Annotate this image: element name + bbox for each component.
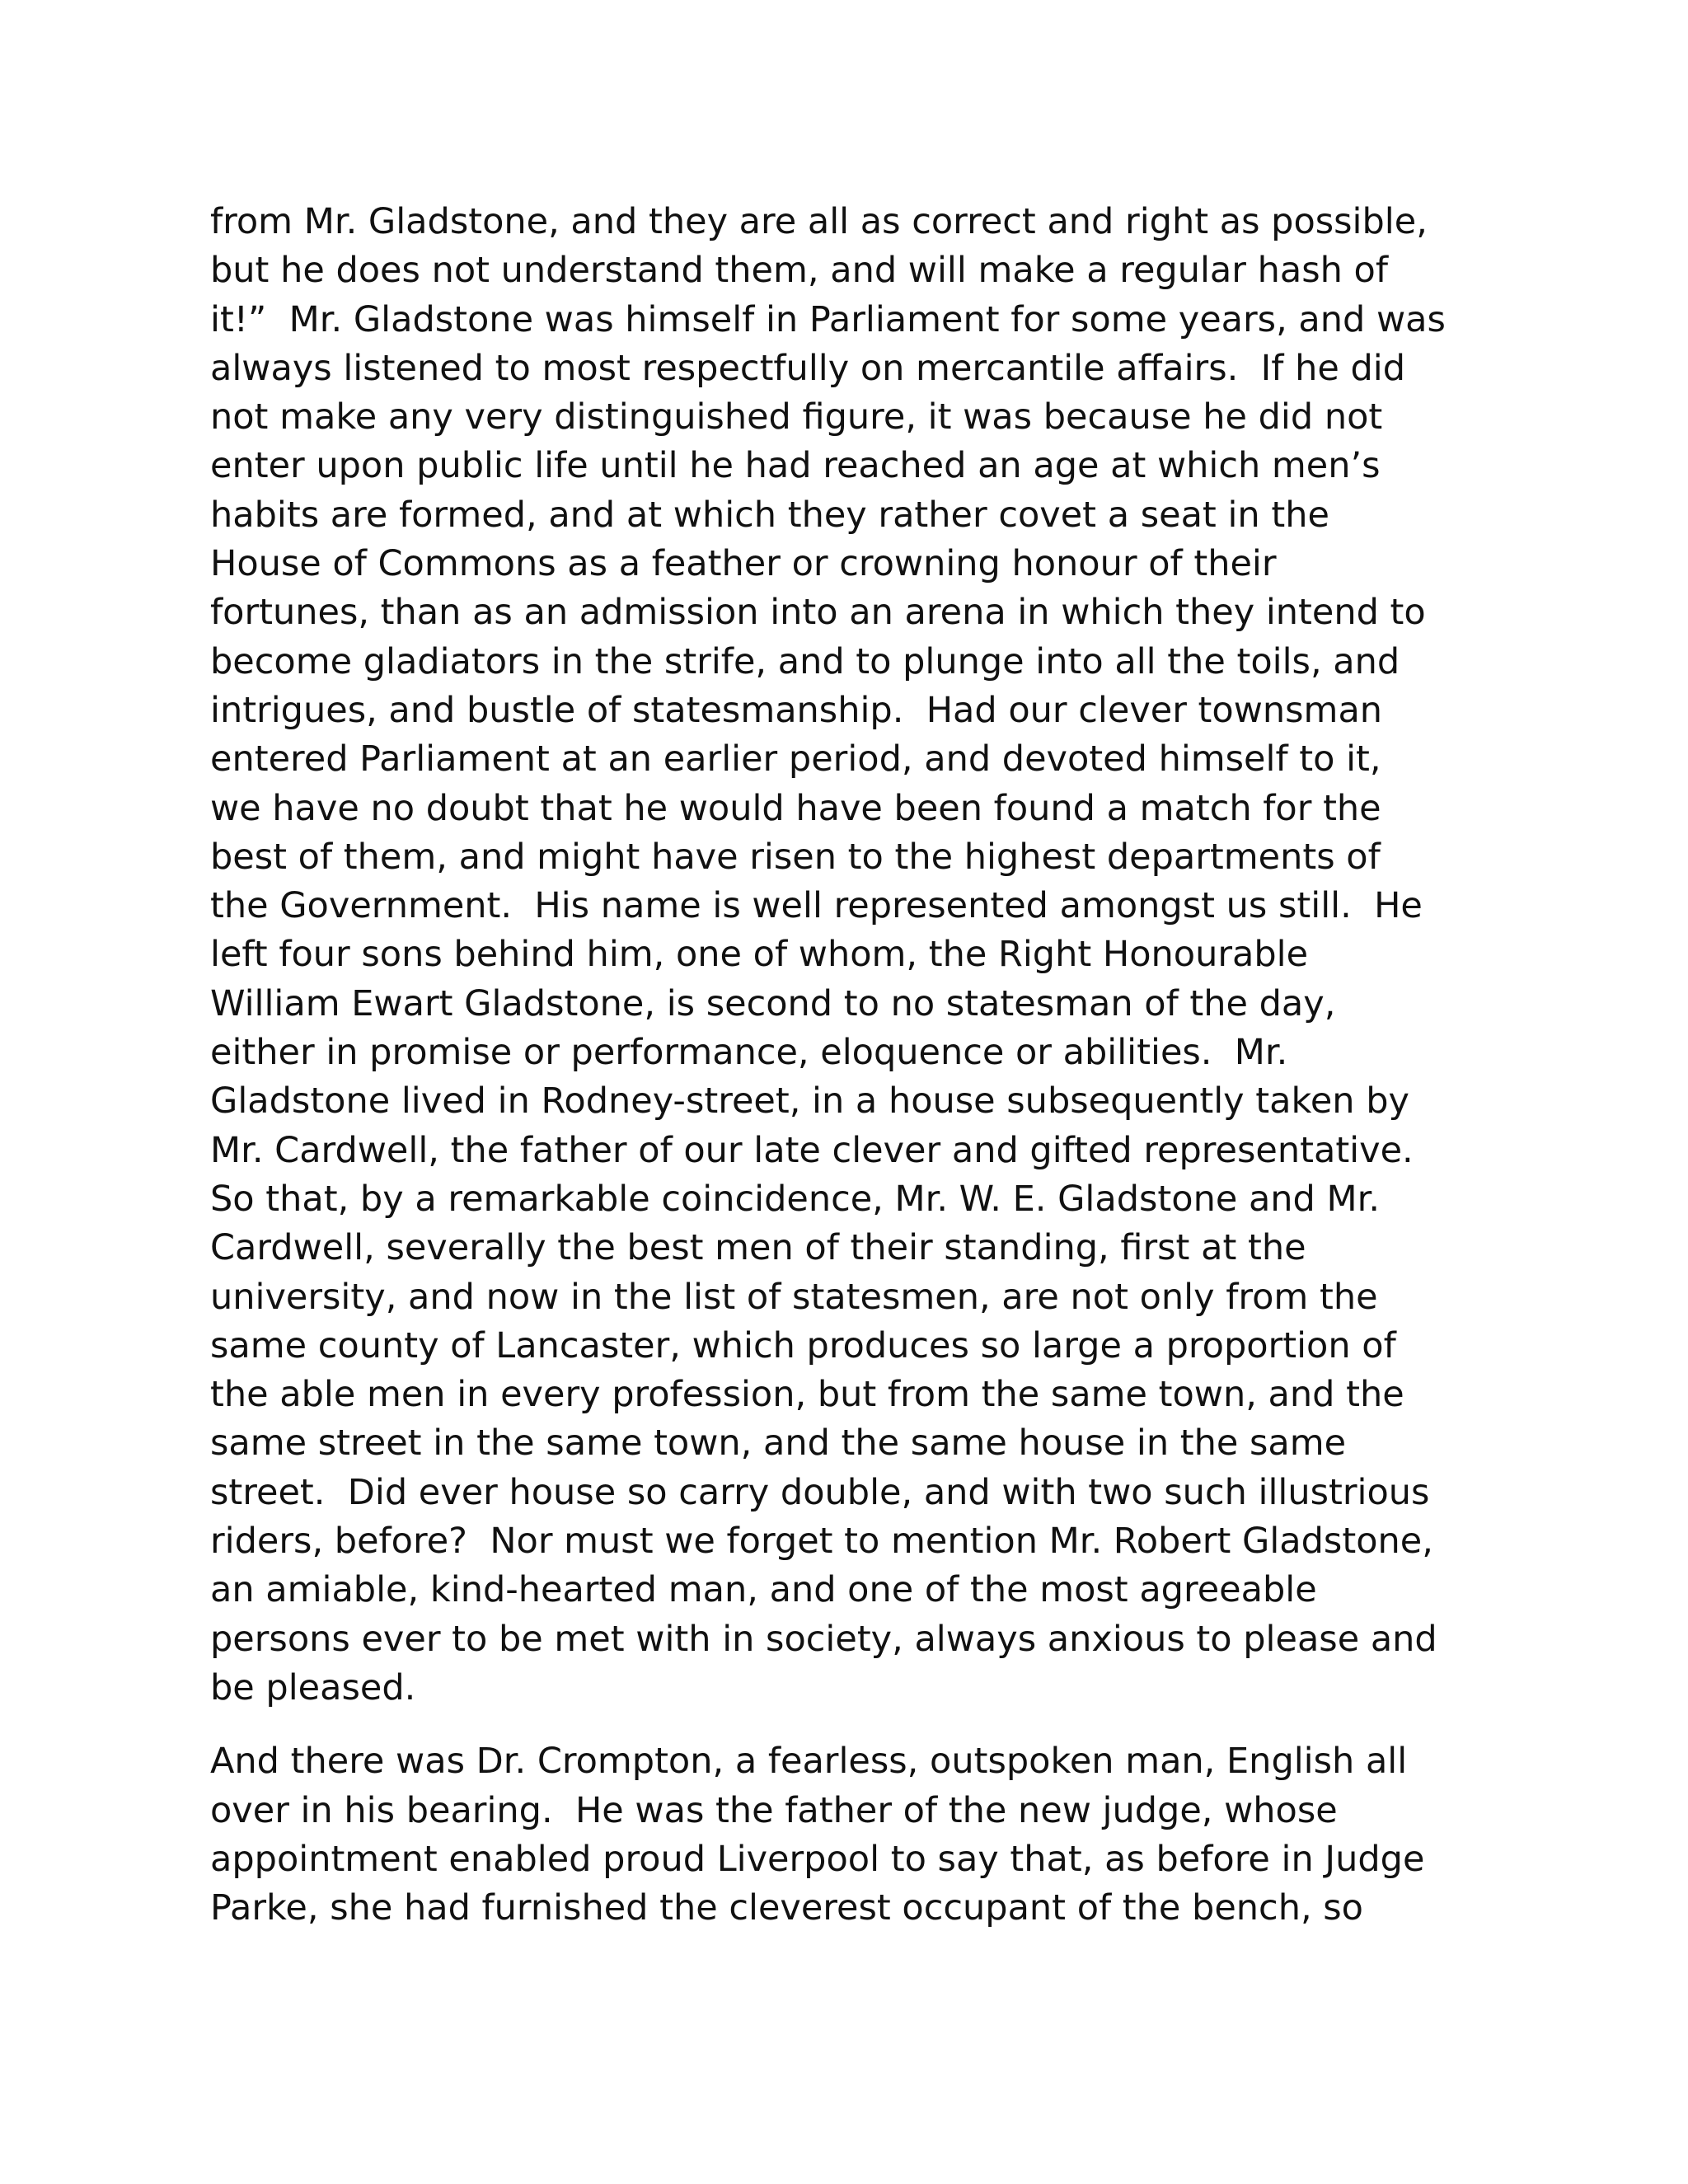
text-line: Cardwell, severally the best men of their standing, first at the xyxy=(210,1227,1306,1269)
text-line: the able men in every profession, but from the same town, and the xyxy=(210,1374,1404,1416)
text-line: become gladiators in the strife, and to plunge into all the toils, and xyxy=(210,640,1400,682)
text-line: over in his bearing. He was the father of the new judge, whose xyxy=(210,1789,1338,1831)
text-line: Parke, she had furnished the cleverest occupant of the bench, so xyxy=(210,1887,1363,1929)
text-line: Gladstone lived in Rodney-street, in a house subsequently taken by xyxy=(210,1080,1409,1122)
text-line: university, and now in the list of statesmen, are not only from the xyxy=(210,1276,1378,1318)
text-line: appointment enabled proud Liverpool to say that, as before in Judge xyxy=(210,1838,1425,1880)
text-line: enter upon public life until he had reached an age at which men’s xyxy=(210,445,1381,487)
paragraph-2 xyxy=(210,1737,1496,1933)
text-line: fortunes, than as an admission into an arena in which they intend to xyxy=(210,592,1426,634)
paragraph-1 xyxy=(210,198,1496,1713)
document-page xyxy=(210,198,1496,1933)
text-line: from Mr. Gladstone, and they are all as correct and right as possible, xyxy=(210,201,1428,242)
text-line: same county of Lancaster, which produces so large a proportion of xyxy=(210,1324,1396,1366)
text-line: House of Commons as a feather or crowning honour of their xyxy=(210,543,1277,585)
text-line: not make any very distinguished figure, it was because he did not xyxy=(210,396,1383,438)
text-line: same street in the same town, and the same house in the same xyxy=(210,1422,1347,1465)
text-line: riders, before? Nor must we forget to mention Mr. Robert Gladstone, xyxy=(210,1521,1433,1563)
text-line: be pleased. xyxy=(210,1666,416,1708)
text-line: entered Parliament at an earlier period, and devoted himself to it, xyxy=(210,738,1381,780)
text-line: an amiable, kind-hearted man, and one of the most agreeable xyxy=(210,1569,1317,1611)
paragraph-spacer xyxy=(210,1713,1496,1737)
text-line: intrigues, and bustle of statesmanship. Had our clever townsman xyxy=(210,689,1383,731)
text-line: left four sons behind him, one of whom, the Right Honourable xyxy=(210,934,1309,976)
text-line: always listened to most respectfully on mercantile affairs. If he did xyxy=(210,347,1406,389)
text-line: the Government. His name is well represented amongst us still. He xyxy=(210,885,1423,927)
text-line: So that, by a remarkable coincidence, Mr. W. E. Gladstone and Mr. xyxy=(210,1178,1381,1220)
text-line: best of them, and might have risen to the highest departments of xyxy=(210,836,1381,878)
text-line: either in promise or performance, eloquence or abilities. Mr. xyxy=(210,1032,1288,1074)
text-line: street. Did ever house so carry double, and with two such illustrious xyxy=(210,1471,1430,1513)
text-line: it!” Mr. Gladstone was himself in Parliament for some years, and was xyxy=(210,298,1446,340)
text-line: we have no doubt that he would have been found a match for the xyxy=(210,787,1381,829)
text-line: but he does not understand them, and will make a regular hash of xyxy=(210,250,1388,292)
text-line: And there was Dr. Crompton, a fearless, outspoken man, English all xyxy=(210,1741,1408,1783)
text-line: Mr. Cardwell, the father of our late clever and gifted representative. xyxy=(210,1129,1414,1171)
text-line: William Ewart Gladstone, is second to no statesman of the day, xyxy=(210,982,1336,1024)
text-line: habits are formed, and at which they rather covet a seat in the xyxy=(210,494,1329,536)
text-line: persons ever to be met with in society, always anxious to please and xyxy=(210,1618,1437,1660)
